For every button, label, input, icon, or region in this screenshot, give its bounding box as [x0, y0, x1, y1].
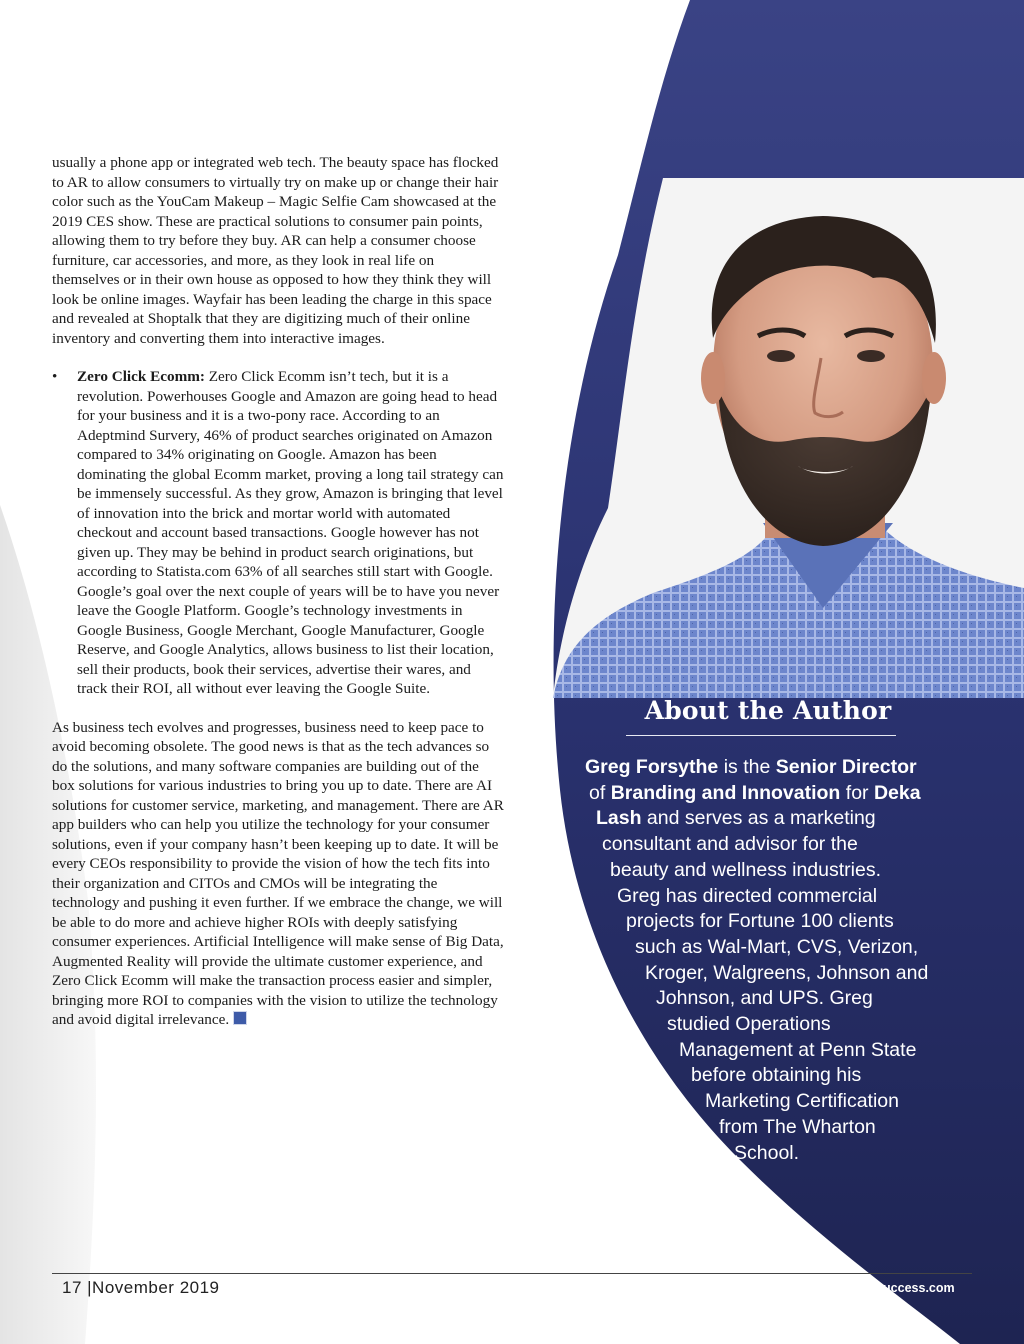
- author-company: Deka: [873, 781, 921, 804]
- bio-line: School.: [734, 1141, 800, 1164]
- bio-text: is the: [718, 756, 776, 778]
- about-author-heading: About the Author: [644, 696, 892, 725]
- author-name: Greg Forsythe: [585, 756, 719, 778]
- end-of-article-icon: [233, 1011, 247, 1025]
- article-paragraph: [52, 718, 504, 1030]
- article-paragraph: usually a phone app or integrated web tech. The beauty space has flocked to AR to allow consumers to virtually try on make up or change their hair color such as the YouCam Makeup – Magic Selfie Cam showcased at the 2019 CES show. These are practical solutions to consumer pain points, allowing them to try before they buy. AR can help a consumer choose furniture, car accessories, and more, as they look in real life on themselves or in their own house as opposed to how they think they will look be online images. Wayfair has been leading the charge in this space and revealed at Shoptalk that they are digitizing much of their online inventory and converting them into interactive images.: [52, 154, 499, 347]
- bio-line: [596, 806, 876, 832]
- bio-line: such as Wal-Mart, CVS, Verizon,: [635, 935, 919, 958]
- bio-line: from The Wharton: [719, 1115, 876, 1138]
- bio-line: Marketing Certification: [705, 1090, 899, 1113]
- bio-text: of: [589, 781, 611, 804]
- bio-line: before obtaining his: [691, 1064, 862, 1087]
- bullet-text: Zero Click Ecomm isn’t tech, but it is a revolution. Powerhouses Google and Amazon are going head to head for your business and it is a two-pony race. According to an Adeptmind Survery, 46% of product searches originated on Amazon compared to 34% originating on Google. Amazon has been dominating the global Ecomm market, proving a long tail strategy can be immensely successful. As they grow, Amazon is bringing that level of innovation into the brick and mortar world with automated checkout and account based transactions. Google however has not given up. They may be behind in product search originations, but according to Statista.com 63% of all searches still start with Google. Google’s goal over the next couple of years will be to have you never leave the Google Platform. Google’s technology investments in Google Business, Google Merchant, Google Manufacturer, Google Reserve, and Google Analytics, allows business to list their location, sell their products, book their services, advertise their wares, and track their ROI, all without ever leaving the Google Suite.: [77, 368, 504, 697]
- bio-line: Greg has directed commercial: [617, 884, 878, 907]
- author-department: Branding and Innovation: [610, 781, 841, 804]
- page-number-date: 17 |November 2019: [62, 1278, 220, 1297]
- bio-line: studied Operations: [667, 1013, 831, 1035]
- bio-line: beauty and wellness industries.: [610, 858, 881, 881]
- bio-line: Johnson, and UPS. Greg: [656, 987, 873, 1010]
- article-paragraph-text: As business tech evolves and progresses, business need to keep pace to avoid becoming obsolete. The good news is that as the tech advances so do the solutions, and many software companies are building out of the box solutions for various industries to bring you up to date. There are AI solutions for customer service, marketing, and management. There are AR app builders who can help you utilize the technology for your consumer solutions, even if your company hasn’t been keeping up to date. It will be every CEOs responsibility to provide the vision of how the tech fits into their organization and CITOs and CMOs will be integrating the technology and pushing it even further. If we embrace the change, we will be able to do more and achieve higher ROIs with deeply satisfying consumer experiences. Artificial Intelligence will make sense of Big Data, Augmented Reality will provide the ultimate customer experience, and Zero Click Ecomm will make the transaction process easier and simpler, bringing more ROI to companies with the vision to utilize the technology and avoid digital irrelevance.: [52, 718, 504, 1028]
- heading-underline: [626, 735, 896, 736]
- bullet-item: [52, 367, 504, 699]
- author-company: Lash: [596, 807, 642, 830]
- bio-line: [589, 781, 921, 807]
- bullet-dot: •: [52, 368, 58, 385]
- bio-line: projects for Fortune 100 clients: [626, 910, 894, 933]
- bio-text: and serves as a marketing: [641, 807, 876, 830]
- website-url: www.insightssuccess.com: [796, 1281, 955, 1295]
- author-title: Senior Director: [775, 756, 917, 778]
- bio-text: for: [840, 781, 874, 804]
- article-column: [52, 153, 504, 1030]
- footer-divider: [52, 1273, 972, 1274]
- bio-line: consultant and advisor for the: [602, 833, 858, 856]
- bio-line: Kroger, Walgreens, Johnson and: [645, 961, 929, 984]
- author-photo: [553, 178, 1024, 698]
- bullet-heading: Zero Click Ecomm:: [77, 368, 205, 385]
- bio-line: [585, 755, 917, 781]
- bio-line: Management at Penn State: [679, 1038, 917, 1061]
